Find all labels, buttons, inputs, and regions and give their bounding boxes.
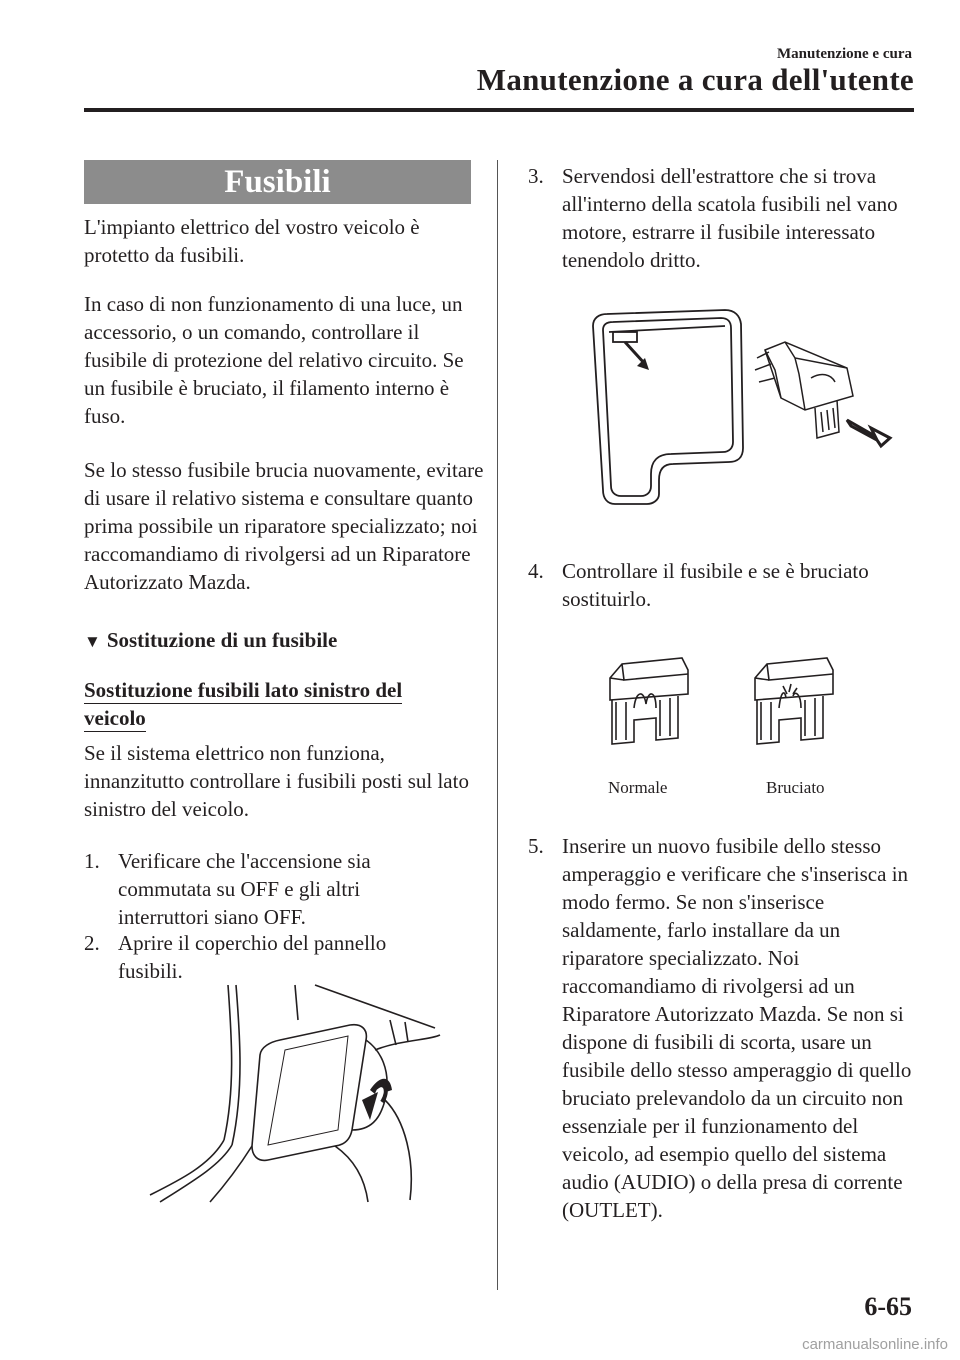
subsubheading xyxy=(84,676,429,732)
fuse-puller-illustration xyxy=(585,308,920,508)
intro-paragraph: L'impianto elettrico del vostro veicolo è protetto da fusibili. xyxy=(84,215,420,267)
step-5-number: 5. xyxy=(528,834,544,858)
step-3-text: Servendosi dell'estrattore che si trova all'interno della scatola fusibili nel vano motore, estrarre il fusibile interessato tenendolo dritto. xyxy=(562,164,898,272)
step-3-number: 3. xyxy=(528,164,544,188)
section-title: Manutenzione e cura xyxy=(777,46,912,62)
step-2-number: 2. xyxy=(84,931,100,955)
step-1-number: 1. xyxy=(84,849,100,873)
subheading-label: Sostituzione di un fusibile xyxy=(106,628,338,652)
check-fuse-paragraph: In caso di non funzionamento di una luce, un accessorio, o un comando, controllare il fusibile di protezione del relativo circuito. Se un fusibile è bruciato, il filamento interno è fuso. xyxy=(84,292,464,428)
watermark: carmanualsonline.info xyxy=(802,1336,948,1353)
subsubheading-label: Sostituzione fusibili lato sinistro del veicolo xyxy=(84,678,403,730)
step-4-number: 4. xyxy=(528,559,544,583)
step-4-text: Controllare il fusibile e se è bruciato sostituirlo. xyxy=(562,559,869,611)
step-1-text: Verificare che l'accensione sia commutata su OFF e gli altri interruttori siano OFF. xyxy=(118,849,371,929)
fuse-normal-label: Normale xyxy=(608,778,668,797)
fuse-blown-illustration xyxy=(745,650,840,750)
fuse-normal-illustration xyxy=(600,650,695,750)
header-rule xyxy=(84,108,914,112)
triangle-icon: ▼ xyxy=(84,632,101,651)
repeat-blow-paragraph: Se lo stesso fusibile brucia nuovamente, evitare di usare il relativo sistema e consultare quanto prima possibile un riparatore specializzato; noi raccomandiamo di rivolgersi ad un Riparatore Autorizzato Mazda. xyxy=(84,458,484,594)
step-5-text: Inserire un nuovo fusibile dello stesso amperaggio e verificare che s'inserisca in modo fermo. Se non s'inserisce saldamente, farlo installare da un riparatore specializzato. Noi raccomandiamo di rivolgersi ad un Riparatore Autorizzato Mazda. Se non si dispone di fusibili di scorta, usare un fusibile dello stesso amperaggio di quello bruciato prelevandolo da un circuito non essenziale per il funzionamento del veicolo, ad esempio quello del sistema audio (AUDIO) o della presa di corrente (OUTLET). xyxy=(562,834,912,1222)
chapter-title: Manutenzione a cura dell'utente xyxy=(476,62,914,97)
fuse-panel-cover-illustration xyxy=(140,980,450,1205)
page-title: Fusibili xyxy=(84,160,471,204)
subheading xyxy=(84,628,337,653)
left-side-paragraph: Se il sistema elettrico non funziona, innanzitutto controllare i fusibili posti sul lato sinistro del veicolo. xyxy=(84,741,469,821)
step-2-text: Aprire il coperchio del pannello fusibili. xyxy=(118,931,387,983)
column-divider xyxy=(497,160,498,1290)
page-number: 6-65 xyxy=(864,1292,912,1321)
fuse-blown-label: Bruciato xyxy=(766,778,825,797)
